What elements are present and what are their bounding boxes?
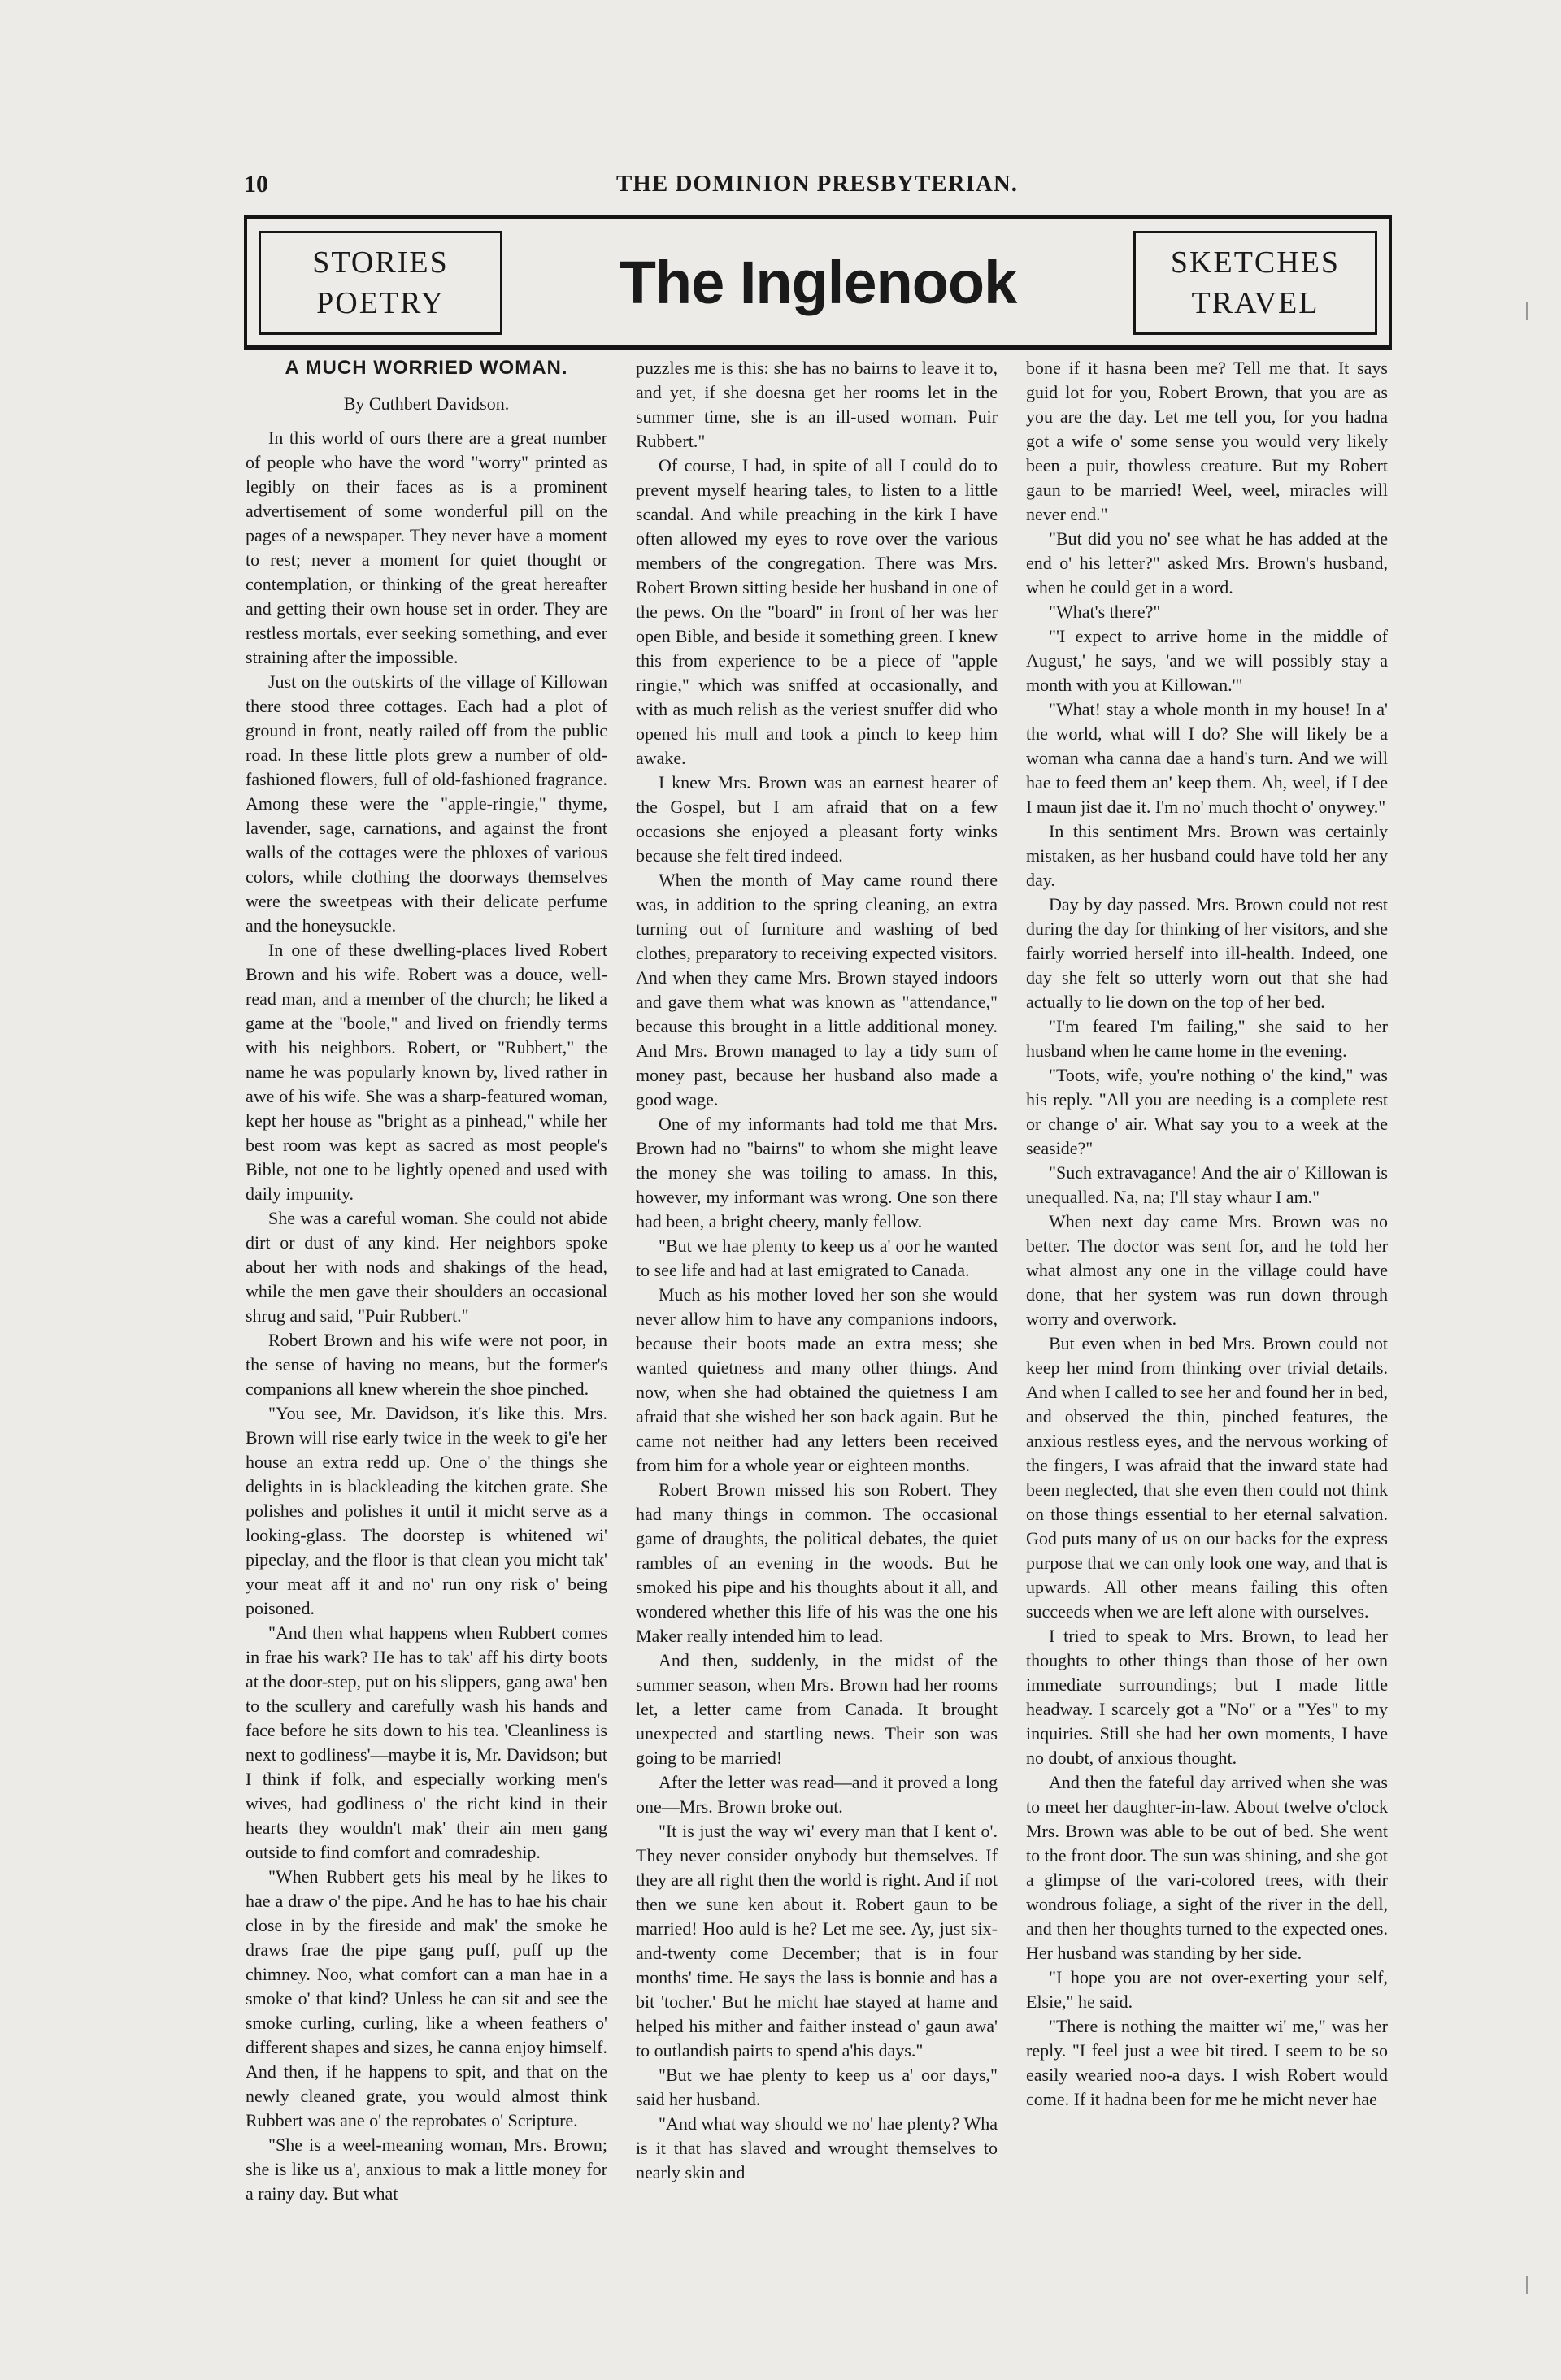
article-paragraph: "'I expect to arrive home in the middle of August,' he says, 'and we will possibly stay a month with you at Killowan.'" [1026, 626, 1388, 695]
article-paragraph: After the letter was read—and it proved a long one—Mrs. Brown broke out. [636, 1772, 998, 1817]
scan-edge-mark [1526, 2276, 1528, 2294]
journal-title: THE DOMINION PRESBYTERIAN. [615, 171, 1019, 197]
article-paragraph: And then the fateful day arrived when she was to meet her daughter-in-law. About twelve o'clock Mrs. Brown was able to be out of bed. She went to the front door. The sun was shining, and she got a glimpse of the vari-colored trees, with their wondrous foliage, a sight of the river in the dell, and then her thoughts turned to the expected ones. Her husband was standing by her side. [1026, 1772, 1388, 1963]
article-paragraph: "But we hae plenty to keep us a' oor he wanted to see life and had at last emigrated to Canada. [636, 1236, 998, 1280]
text-column-3 [1026, 356, 1388, 2112]
article-paragraph: I tried to speak to Mrs. Brown, to lead her thoughts to other things than those of her own immediate surroundings; but I made little headway. I scarcely got a "No" or a "Yes" to my inquiries. Still she had her own moments, I have no doubt, of anxious thought. [1026, 1626, 1388, 1768]
article-paragraph: puzzles me is this: she has no bairns to leave it to, and yet, if she doesna get her rooms let in the summer time, she is an ill-used woman. Puir Rubbert." [636, 358, 998, 451]
article-paragraph: "And what way should we no' hae plenty? Wha is it that has slaved and wrought themselves to nearly skin and [636, 2113, 998, 2182]
paragraph-list [246, 426, 607, 2206]
article-paragraph: Robert Brown missed his son Robert. They had many things in common. The occasional game of draughts, the political debates, the quiet rambles of an evening in the woods. But he smoked his pipe and his thoughts about it all, and wondered whether this life of his was the one his Maker really intended him to lead. [636, 1479, 998, 1646]
article-paragraph: Of course, I had, in spite of all I could do to prevent myself hearing tales, to listen to a little scandal. And while preaching in the kirk I have often allowed my eyes to rove over the various members of the congregation. There was Mrs. Robert Brown sitting beside her husband in one of the pews. On the "board" in front of her was her open Bible, and beside it something green. I knew this from experience to be a piece of "apple ringie," which was sniffed at occasionally, and with as much relish as the veriest snuffer did who opened his mull and took a pinch to keep him awake. [636, 455, 998, 768]
section-label: TRAVEL [1191, 286, 1320, 320]
section-banner [244, 215, 1392, 350]
article-title: A MUCH WORRIED WOMAN. [285, 357, 568, 379]
section-box-left [259, 231, 502, 335]
article-paragraph: "You see, Mr. Davidson, it's like this. Mrs. Brown will rise early twice in the week to gi'e her house an extra redd up. One o' the things she delights in is blackleading the kitchen grate. She polishes and polishes it until it micht serve as a looking-glass. The doorstep is whitened wi' pipeclay, and the floor is that clean you micht tak' your meat aff it and no' run ony risk o' being poisoned. [246, 1403, 607, 1618]
article-paragraph: "I'm feared I'm failing," she said to her husband when he came home in the evening. [1026, 1016, 1388, 1061]
article-paragraph: And then, suddenly, in the midst of the summer season, when Mrs. Brown had her rooms let, a letter came from Canada. It brought unexpected and startling news. Their son was going to be married! [636, 1650, 998, 1768]
article-paragraph: One of my informants had told me that Mrs. Brown had no "bairns" to whom she might leave the money she was toiling to amass. In this, however, my informant was wrong. One son there had been, a bright cheery, manly fellow. [636, 1114, 998, 1231]
article-paragraph: "Such extravagance! And the air o' Killowan is unequalled. Na, na; I'll stay whaur I am." [1026, 1162, 1388, 1207]
article-paragraph: When next day came Mrs. Brown was no better. The doctor was sent for, and he told her what almost any one in the village could have done, that her system was run down through worry and overwork. [1026, 1211, 1388, 1329]
section-label: STORIES [312, 245, 449, 280]
article-paragraph: Just on the outskirts of the village of Killowan there stood three cottages. Each had a plot of ground in front, neatly railed off from the public road. In these little plots grew a number of old-fashioned flowers, full of old-fashioned fragrance. Among these were the "apple-ringie," thyme, lavender, sage, carnations, and against the front walls of the cottages were the phloxes of various colors, while clothing the doorways themselves were the sweetpeas with their delicate perfume and the honeysuckle. [246, 671, 607, 936]
section-box-right [1133, 231, 1377, 335]
article-paragraph: I knew Mrs. Brown was an earnest hearer of the Gospel, but I am afraid that on a few occasions she enjoyed a pleasant forty winks because she felt tired indeed. [636, 772, 998, 866]
article-paragraph: In this sentiment Mrs. Brown was certainly mistaken, as her husband could have told her any day. [1026, 821, 1388, 890]
article-paragraph: Robert Brown and his wife were not poor, in the sense of having no means, but the former's companions all knew wherein the shoe pinched. [246, 1330, 607, 1399]
article-paragraph: "But did you no' see what he has added at the end o' his letter?" asked Mrs. Brown's husband, when he could get in a word. [1026, 528, 1388, 597]
article-paragraph: "Toots, wife, you're nothing o' the kind," was his reply. "All you are needing is a complete rest or change o' air. What say you to a week at the seaside?" [1026, 1065, 1388, 1158]
article-paragraph: "And then what happens when Rubbert comes in frae his wark? He has to tak' aff his dirty boots at the door-step, put on his slippers, gang awa' ben to the scullery and carefully wash his hands and face before he sits down to his tea. 'Cleanliness is next to godliness'—maybe it is, Mr. Davidson; but I think if folk, and especially working men's wives, had godliness o' the richt kind in their hearts they wouldn't mak' their ain men gang outside to find comfort and comradeship. [246, 1622, 607, 1862]
article-paragraph: "It is just the way wi' every man that I kent o'. They never consider onybody but themselves. If they are all right then the world is right. And if not then we sune ken about it. Robert gaun to be married! Hoo auld is he? Let me see. Ay, just six-and-twenty come December; that is in four months' time. He says the lass is bonnie and has a bit 'tocher.' But he micht hae stayed at hame and helped his mither and faither instead o' gaun awa' to outlandish pairts to spend a'his days." [636, 1821, 998, 2061]
paragraph-list [1026, 356, 1388, 2112]
running-head [244, 171, 1390, 203]
page-number: 10 [244, 171, 268, 198]
section-title: The Inglenook [619, 249, 1017, 316]
article-paragraph: "She is a weel-meaning woman, Mrs. Brown; she is like us a', anxious to mak a little money for a rainy day. But what [246, 2135, 607, 2204]
article-paragraph: bone if it hasna been me? Tell me that. It says guid lot for you, Robert Brown, that you are as you are the day. Let me tell you, for you hadna got a wife o' some sense you would very likely been a puir, thowless creature. But my Robert gaun to be married! Weel, weel, miracles will never end." [1026, 358, 1388, 524]
text-column-2 [636, 356, 998, 2185]
article-paragraph: In one of these dwelling-places lived Robert Brown and his wife. Robert was a douce, well-read man, and a member of the church; he liked a game at the "boole," and lived on friendly terms with his neighbors. Robert, or "Rubbert," the name he was popularly known by, lived rather in awe of his wife. She was a sharp-featured woman, kept her house as "bright as a pinhead," while her best room was kept as sacred as most people's Bible, not one to be lightly opened and used with daily impunity. [246, 940, 607, 1204]
article-paragraph: "But we hae plenty to keep us a' oor days," said her husband. [636, 2065, 998, 2109]
section-label: SKETCHES [1170, 245, 1341, 280]
scan-edge-mark [1526, 302, 1528, 320]
article-paragraph: In this world of ours there are a great number of people who have the word "worry" printed as legibly on their faces as is a prominent advertisement of some wonderful pill on the pages of a newspaper. They never have a moment to rest; never a moment for quiet thought or contemplation, or thinking of the great hereafter and getting their own house set in order. They are restless mortals, ever seeking something, and ever straining after the impossible. [246, 428, 607, 667]
article-paragraph: "What! stay a whole month in my house! In a' the world, what will I do? She will likely be a woman wha canna dae a hand's turn. And we will hae to feed them an' keep them. Ah, weel, if I dee I maun jist dae it. I'm no' much thocht o' onywey." [1026, 699, 1388, 817]
article-paragraph: "There is nothing the maitter wi' me," was her reply. "I feel just a wee bit tired. I seem to be so easily wearied noo-a days. I wish Robert would come. If it hadna been for me he micht never hae [1026, 2016, 1388, 2109]
article-paragraph: "What's there?" [1049, 602, 1161, 622]
article-paragraph: Much as his mother loved her son she would never allow him to have any companions indoors, because their boots made an extra mess; she wanted quietness and many other things. And now, when she had obtained the quietness I am afraid that she wished her son back again. But he came not neither had any letters been received from him for a whole year or eighteen months. [636, 1284, 998, 1475]
paragraph-list [636, 356, 998, 2185]
article-paragraph: She was a careful woman. She could not abide dirt or dust of any kind. Her neighbors spoke about her with nods and shakings of the head, while the men gave their shoulders an occasional shrug and said, "Puir Rubbert." [246, 1208, 607, 1326]
article-byline: By Cuthbert Davidson. [343, 393, 510, 414]
text-column-1 [246, 356, 607, 2206]
section-label: POETRY [316, 286, 445, 320]
article-paragraph: Day by day passed. Mrs. Brown could not rest during the day for thinking of her visitors, and she fairly worried herself into ill-health. Indeed, one day she felt so utterly worn out that she had actually to lie down on the top of her bed. [1026, 894, 1388, 1012]
article-paragraph: "I hope you are not over-exerting your self, Elsie," he said. [1026, 1967, 1388, 2012]
article-paragraph: "When Rubbert gets his meal by he likes to hae a draw o' the pipe. And he has to hae his chair close in by the fireside and mak' the smoke he draws frae the pipe gang puff, puff up the chimney. Noo, what comfort can a man hae in a smoke o' that kind? Unless he can sit and see the smoke curling, curling, like a wheen feathers o' different shapes and sizes, he canna enjoy himself. And then, if he happens to spit, and that on the newly cleaned grate, you would almost think Rubbert was ane o' the reprobates o' Scripture. [246, 1866, 607, 2130]
article-paragraph: When the month of May came round there was, in addition to the spring cleaning, an extra turning out of furniture and washing of bed clothes, preparatory to receiving expected visitors. And when they came Mrs. Brown stayed indoors and gave them what was known as "attendance," because this brought in a little additional money. And Mrs. Brown managed to lay a tidy sum of money past, because her husband also made a good wage. [636, 870, 998, 1110]
article-paragraph: But even when in bed Mrs. Brown could not keep her mind from thinking over trivial details. And when I called to see her and found her in bed, and observed the thin, pinched features, the anxious restless eyes, and the nervous working of the fingers, I was afraid that the inward state had been neglected, that she even then could not think on those things essential to her eternal salvation. God puts many of us on our backs for the express purpose that we can only look one way, and that is upwards. All other means failing this often succeeds when we are left alone with ourselves. [1026, 1333, 1388, 1622]
